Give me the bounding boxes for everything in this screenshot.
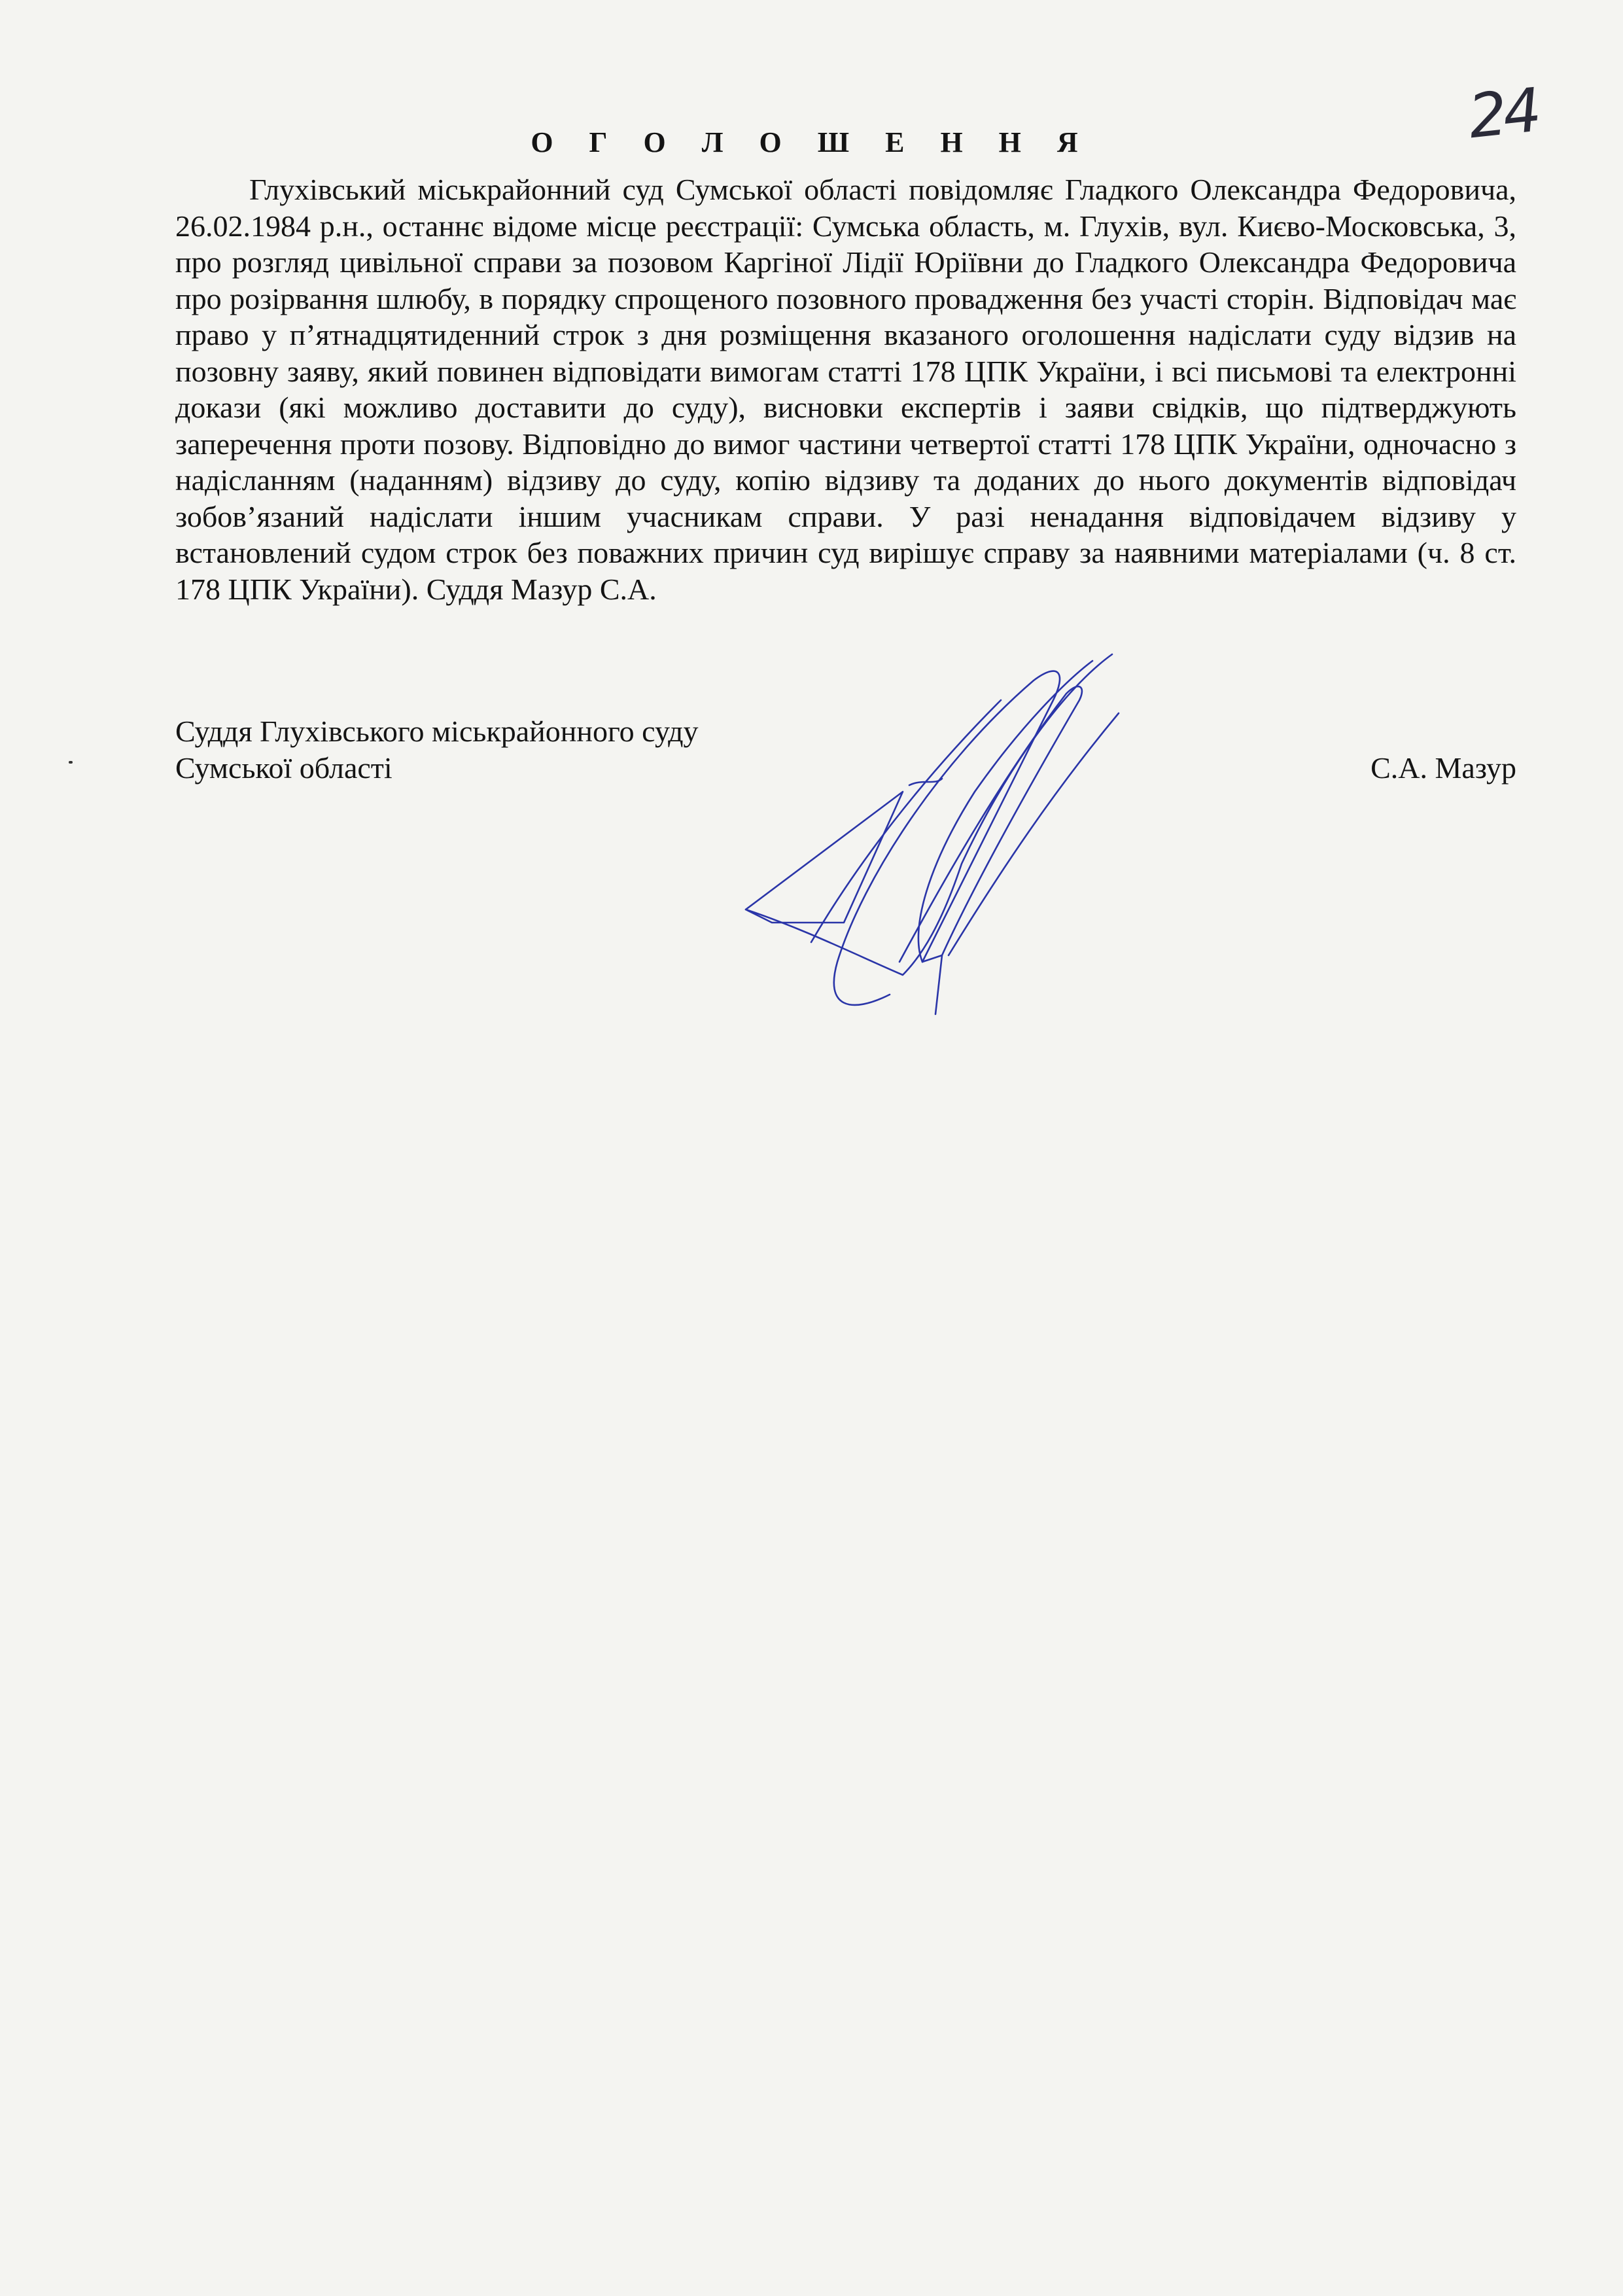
announcement-body: Глухівський міськрайонний суд Сумської області повідомляє Гладкого Олександра Федоровича, 26.02.1984 р.н., останнє відоме місце реєстрації: Сумська область, м. Глухів, вул. Києво-Московська, 3, про розгляд цивільної справи за позовом Каргіної Лідії Юріївни до Гладкого Олександра Федоровича про розірвання шлюбу, в порядку спрощеного позовного провадження без участі сторін. Відповідач має право у п’ятнадцятиденний строк з дня розміщення вказаного оголошення надіслати суду відзив на позовну заяву, який повинен відповідати вимогам статті 178 ЦПК України, і всі письмові та електронні докази (які можливо доставити до суду), висновки експертів і заяви свідків, що підтверджують заперечення проти позову. Відповідно до вимог частини четвертої статті 178 ЦПК України, одночасно з надісланням (наданням) відзиву до суду, копію відзиву та доданих до нього документів відповідач зобов’язаний надіслати іншим учасникам справи. У разі ненадання відповідачем відзиву у встановлений судом строк без поважних причин суд вирішує справу за наявними матеріалами (ч. 8 ст. 178 ЦПК України). Суддя Мазур С.А. xyxy=(175,173,1516,606)
document-title: О Г О Л О Ш Е Н Н Я xyxy=(531,126,1092,158)
signature-role-line-1: Суддя Глухівського міськрайонного суду xyxy=(175,715,699,748)
signature-role xyxy=(175,713,699,786)
signature-role-line-2: Сумської області xyxy=(175,751,393,785)
handwritten-signature xyxy=(726,648,1132,1040)
scan-speck xyxy=(69,761,73,764)
handwritten-page-number: 24 xyxy=(1465,75,1541,152)
signatory-name: С.А. Мазур xyxy=(1370,751,1516,785)
